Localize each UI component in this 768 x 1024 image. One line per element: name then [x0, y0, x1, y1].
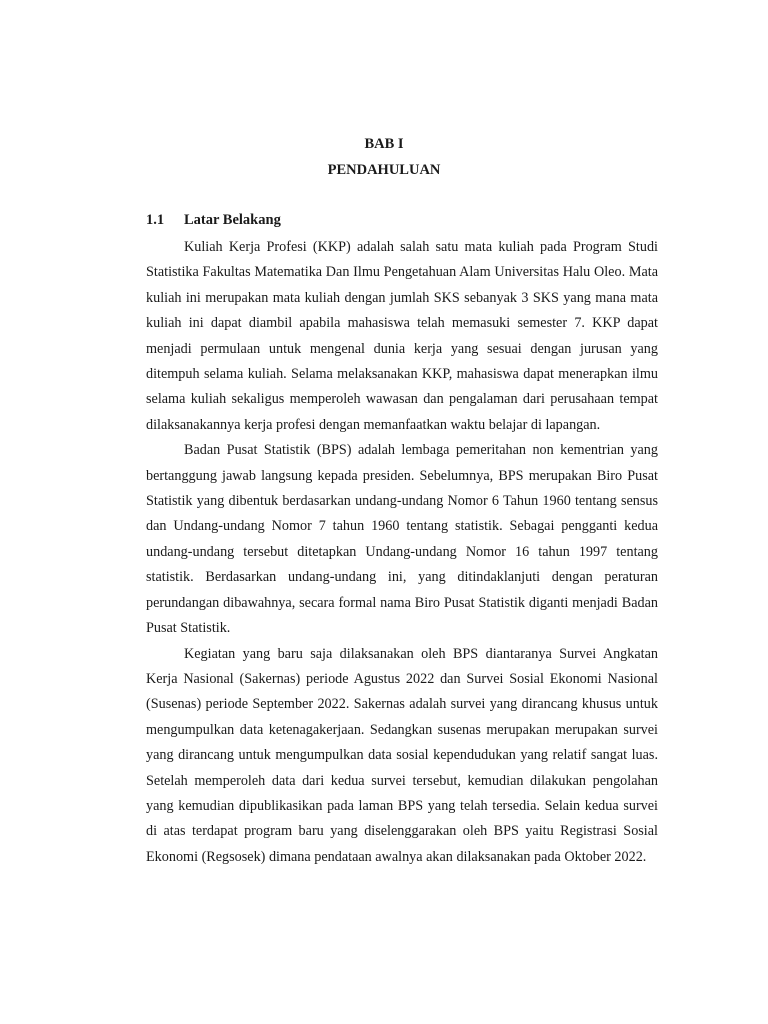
paragraph-bps: Badan Pusat Statistik (BPS) adalah lembaga pemeritahan non kementrian yang bertanggung jawab langsung kepada presiden. Sebelumnya, BPS merupakan Biro Pusat Statistik yang dibentuk berdasarkan undang-undang Nomor 6 Tahun 1960 tentang sensus dan Undang-undang Nomor 7 tahun 1960 tentang statistik. Sebagai pengganti kedua undang-undang tersebut ditetapkan Undang-undang Nomor 16 tahun 1997 tentang statistik. Berdasarkan undang-undang ini, yang ditindaklanjuti dengan peraturan perundangan dibawahnya, secara formal nama Biro Pusat Statistik diganti menjadi Badan Pusat Statistik. — [146, 442, 658, 637]
paragraph-kkp: Kuliah Kerja Profesi (KKP) adalah salah satu mata kuliah pada Program Studi Statistika Fakultas Matematika Dan Ilmu Pengetahuan Alam Universitas Halu Oleo. Mata kuliah ini merupakan mata kuliah dengan jumlah SKS sebanyak 3 SKS yang mana mata kuliah ini dapat diambil apabila mahasiswa telah memasuki semester 7. KKP dapat menjadi permulaan untuk mengenal dunia kerja yang sesuai dengan jurusan yang ditempuh selama kuliah. Selama melaksanakan KKP, mahasiswa dapat menerapkan ilmu selama kuliah sekaligus memperoleh wawasan dan pengalaman dari perusahaan tempat dilaksanakannya kerja profesi dengan memanfaatkan waktu belajar di lapangan. — [146, 239, 658, 433]
paragraph-kegiatan: Kegiatan yang baru saja dilaksanakan oleh BPS diantaranya Survei Angkatan Kerja Nasional (Sakernas) periode Agustus 2022 dan Survei Sosial Ekonomi Nasional (Susenas) periode September 2022. Sakernas adalah survei yang dirancang khusus untuk mengumpulkan data ketenagakerjaan. Sedangkan susenas merupakan merupakan survei yang dirancang untuk mengumpulkan data sosial kependudukan yang relatif sangat luas. Setelah memperoleh data dari kedua survei tersebut, kemudian dilakukan pengolahan yang kemudian dipublikasikan pada laman BPS yang telah tersedia. Selain kedua survei di atas terdapat program baru yang diselenggarakan oleh BPS yaitu Registrasi Sosial Ekonomi (Regsosek) dimana pendataan awalnya akan dilaksanakan pada Oktober 2022. — [146, 645, 658, 865]
body-text — [146, 235, 658, 870]
chapter-title: PENDAHULUAN — [327, 162, 441, 178]
section-title: Latar Belakang — [184, 212, 281, 228]
chapter-number: BAB I — [364, 136, 404, 152]
section-heading — [146, 212, 281, 229]
section-number: 1.1 — [146, 212, 165, 228]
